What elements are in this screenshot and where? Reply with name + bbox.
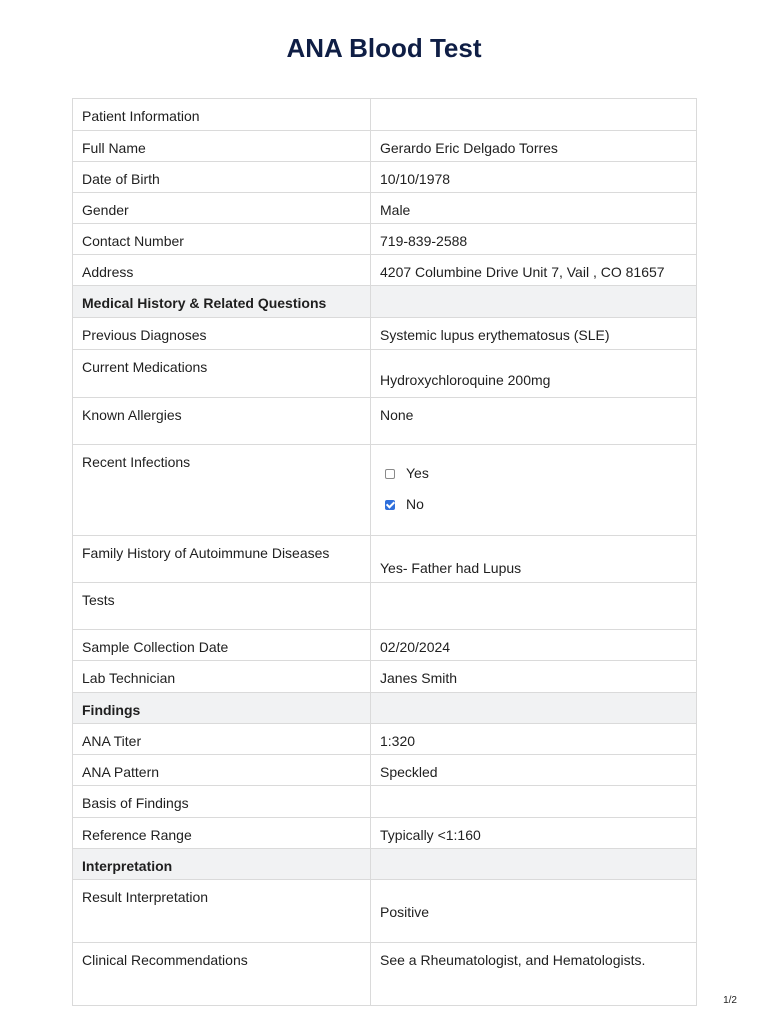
- table-row: [73, 162, 697, 193]
- field-label-cell: [73, 818, 371, 849]
- field-label-cell: [73, 193, 371, 224]
- field-label-cell: [73, 661, 371, 693]
- field-label: Sample Collection Date: [82, 639, 229, 655]
- field-value-cell: [371, 630, 697, 661]
- field-label: Basis of Findings: [82, 795, 189, 811]
- table-row: [73, 583, 697, 630]
- section-title: Interpretation: [82, 858, 173, 874]
- table-row: [73, 818, 697, 849]
- field-label-cell: [73, 318, 371, 350]
- option-label: No: [406, 496, 424, 512]
- field-label-cell: [73, 398, 371, 445]
- section-header-row: [73, 693, 697, 724]
- field-label: Date of Birth: [82, 171, 160, 187]
- field-value-cell: [371, 943, 697, 1006]
- field-value-cell: [371, 318, 697, 350]
- field-value: 719-839-2588: [380, 233, 468, 249]
- field-label-cell: [73, 536, 371, 583]
- field-value-cell: [371, 880, 697, 943]
- field-value: Yes- Father had Lupus: [380, 560, 522, 576]
- field-value-cell: [371, 350, 697, 398]
- document-title: ANA Blood Test: [286, 33, 482, 63]
- field-value-cell: [371, 583, 697, 630]
- field-value: [380, 786, 687, 795]
- table-row: [73, 224, 697, 255]
- table-row: [73, 255, 697, 286]
- table-row: [73, 755, 697, 786]
- field-label-cell: [73, 630, 371, 661]
- field-value: [380, 849, 687, 858]
- table-row: [73, 131, 697, 162]
- table-row: [73, 943, 697, 1006]
- field-value-cell: [371, 445, 697, 536]
- field-label: Full Name: [82, 140, 146, 156]
- recent-infections-options: [380, 445, 687, 512]
- table-row: [73, 786, 697, 818]
- field-value: Typically <1:160: [380, 827, 481, 843]
- section-label-cell: [73, 693, 371, 724]
- field-label-cell: [73, 350, 371, 398]
- field-label-cell: [73, 162, 371, 193]
- patient-form-table: [72, 98, 697, 1006]
- field-value-cell: [371, 131, 697, 162]
- field-value: Systemic lupus erythematosus (SLE): [380, 327, 610, 343]
- page-number: 1/2: [723, 995, 737, 1006]
- field-value-cell: [371, 661, 697, 693]
- field-label: Lab Technician: [82, 670, 176, 686]
- field-label: Gender: [82, 202, 129, 218]
- field-value-cell: [371, 786, 697, 818]
- field-value: 10/10/1978: [380, 171, 451, 187]
- field-label-cell: [73, 880, 371, 943]
- field-value-cell: [371, 755, 697, 786]
- option-yes[interactable]: [380, 465, 687, 481]
- field-value-cell: [371, 255, 697, 286]
- field-value-cell: [371, 224, 697, 255]
- section-title: Medical History & Related Questions: [82, 295, 327, 311]
- checkbox-no-checked[interactable]: [385, 500, 395, 510]
- field-value: [380, 583, 687, 592]
- section-title: Findings: [82, 702, 141, 718]
- table-row: [73, 880, 697, 943]
- field-value: See a Rheumatologist, and Hematologists.: [380, 952, 646, 968]
- field-label: Address: [82, 264, 134, 280]
- field-value: 1:320: [380, 733, 416, 749]
- section-value-cell: [371, 286, 697, 318]
- field-value: [380, 99, 687, 108]
- field-label-cell: [73, 99, 371, 131]
- field-label: Tests: [82, 592, 115, 608]
- field-value-cell: [371, 193, 697, 224]
- field-label-cell: [73, 786, 371, 818]
- field-value: Positive: [380, 904, 430, 920]
- table-row: [73, 350, 697, 398]
- field-label-cell: [73, 943, 371, 1006]
- field-label-cell: [73, 131, 371, 162]
- field-value-cell: [371, 818, 697, 849]
- field-value: Hydroxychloroquine 200mg: [380, 372, 551, 388]
- table-row: [73, 724, 697, 755]
- field-value-cell: [371, 724, 697, 755]
- section-label-cell: [73, 286, 371, 318]
- table-row: [73, 536, 697, 583]
- field-label: Reference Range: [82, 827, 192, 843]
- field-value: [380, 693, 687, 702]
- section-value-cell: [371, 849, 697, 880]
- field-label: Family History of Autoimmune Diseases: [82, 545, 330, 561]
- section-header-row: [73, 286, 697, 318]
- table-row: [73, 630, 697, 661]
- field-value: None: [380, 407, 414, 423]
- section-header-row: [73, 849, 697, 880]
- checkbox-yes[interactable]: [385, 469, 395, 479]
- option-label: Yes: [406, 465, 429, 481]
- field-label: Recent Infections: [82, 454, 191, 470]
- field-label: Clinical Recommendations: [82, 952, 248, 968]
- field-value-cell: [371, 99, 697, 131]
- field-value: 02/20/2024: [380, 639, 451, 655]
- field-value-cell: [371, 398, 697, 445]
- field-value: [380, 286, 687, 295]
- field-label: Current Medications: [82, 359, 208, 375]
- field-label-cell: [73, 445, 371, 536]
- table-row: [73, 99, 697, 131]
- table-row: [73, 318, 697, 350]
- field-label-cell: [73, 755, 371, 786]
- table-row: [73, 398, 697, 445]
- field-label-cell: [73, 224, 371, 255]
- field-label-cell: [73, 583, 371, 630]
- field-label: Patient Information: [82, 108, 200, 124]
- field-value: Speckled: [380, 764, 438, 780]
- field-label: Previous Diagnoses: [82, 327, 207, 343]
- table-row: [73, 661, 697, 693]
- field-label-cell: [73, 255, 371, 286]
- field-label-cell: [73, 724, 371, 755]
- field-label: Known Allergies: [82, 407, 182, 423]
- section-label-cell: [73, 849, 371, 880]
- field-label: ANA Titer: [82, 733, 142, 749]
- field-value-cell: [371, 162, 697, 193]
- section-value-cell: [371, 693, 697, 724]
- field-value-cell: [371, 536, 697, 583]
- field-label: Contact Number: [82, 233, 184, 249]
- field-value: Male: [380, 202, 411, 218]
- field-value: Gerardo Eric Delgado Torres: [380, 140, 558, 156]
- field-value: Janes Smith: [380, 670, 458, 686]
- field-value: 4207 Columbine Drive Unit 7, Vail , CO 81657: [380, 264, 665, 280]
- option-no[interactable]: [380, 496, 687, 512]
- field-label: Result Interpretation: [82, 889, 209, 905]
- field-label: ANA Pattern: [82, 764, 160, 780]
- table-row: [73, 445, 697, 536]
- table-row: [73, 193, 697, 224]
